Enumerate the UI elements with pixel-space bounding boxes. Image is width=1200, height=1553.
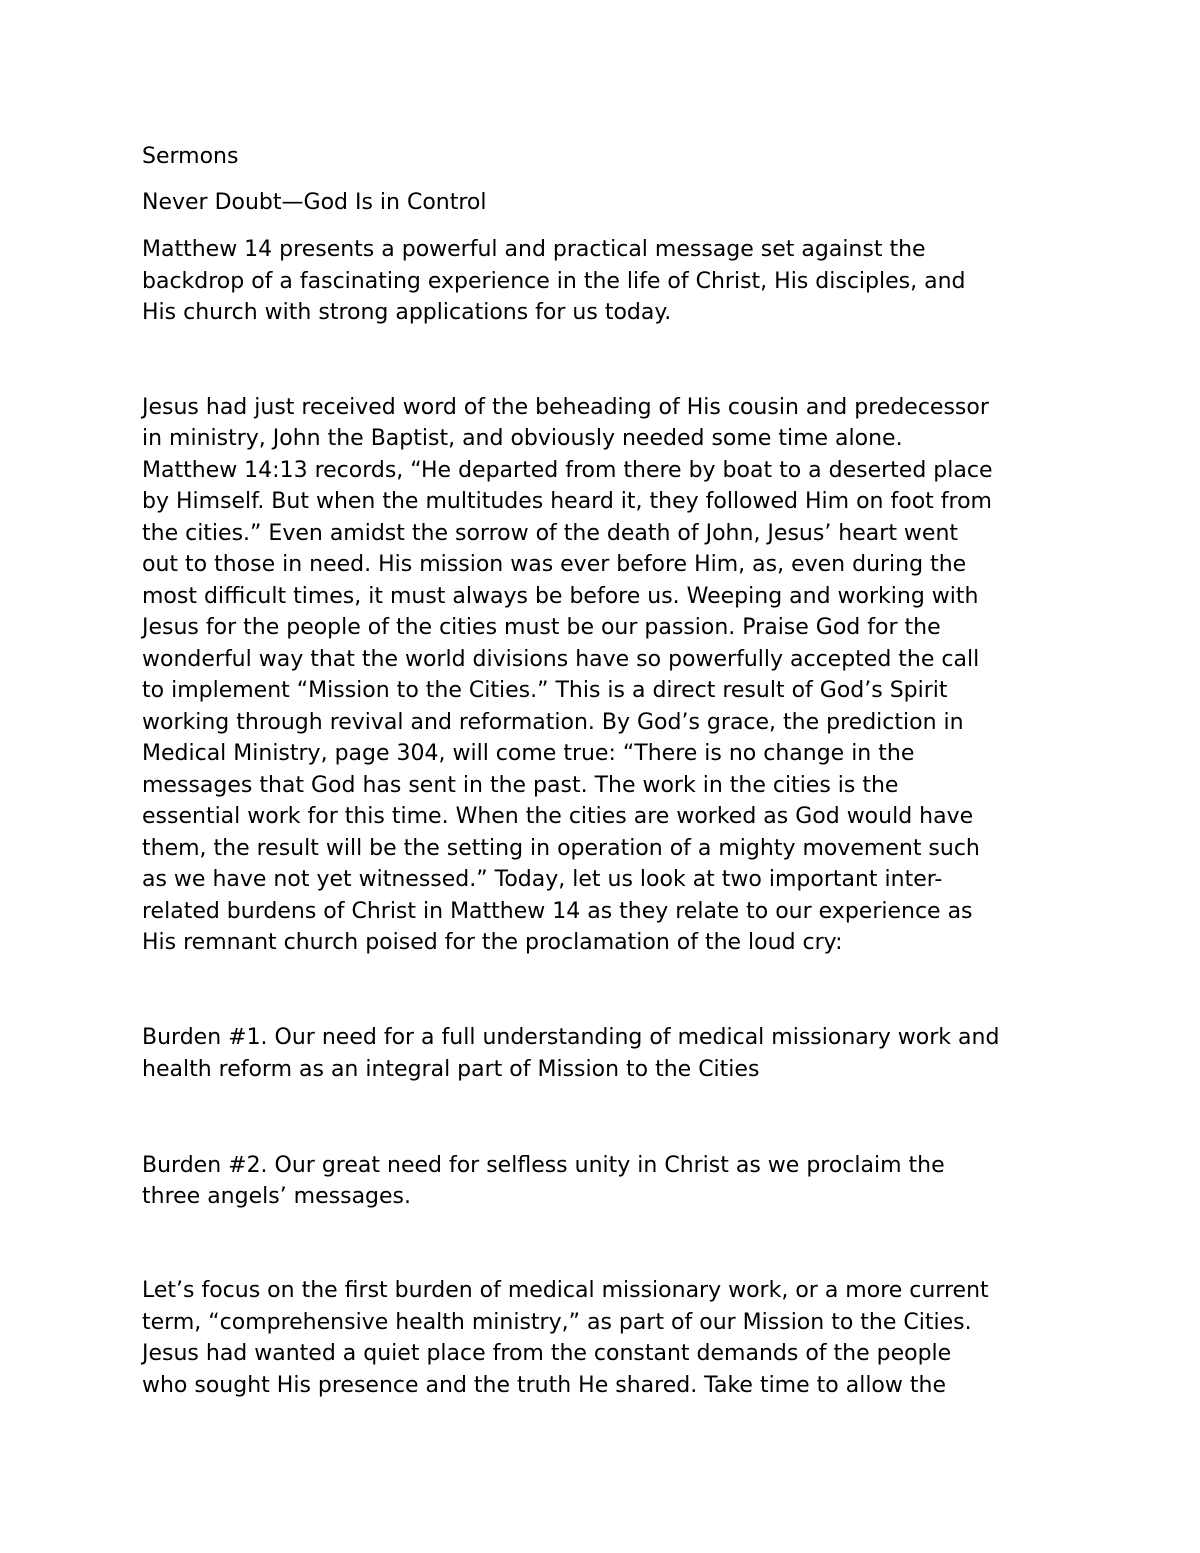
text-line: Burden #1. Our need for a full understanding of medical missionary work and — [142, 1025, 1000, 1050]
text-line: as we have not yet witnessed.” Today, let us look at two important inter- — [142, 867, 943, 892]
text-line: who sought His presence and the truth He shared. Take time to allow the — [142, 1373, 946, 1398]
section-label: Sermons — [142, 144, 239, 169]
text-line: Burden #2. Our great need for selfless unity in Christ as we proclaim the — [142, 1153, 945, 1178]
text-line: them, the result will be the setting in operation of a mighty movement such — [142, 836, 980, 861]
text-line: three angels’ messages. — [142, 1184, 412, 1209]
text-line: wonderful way that the world divisions have so powerfully accepted the call — [142, 647, 980, 672]
document-title: Never Doubt—God Is in Control — [142, 190, 487, 215]
text-line: Matthew 14:13 records, “He departed from there by boat to a deserted place — [142, 458, 993, 483]
text-line: messages that God has sent in the past. The work in the cities is the — [142, 773, 899, 798]
text-line: Jesus had wanted a quiet place from the constant demands of the people — [142, 1341, 952, 1366]
text-line: Medical Ministry, page 304, will come true: “There is no change in the — [142, 741, 915, 766]
text-line: related burdens of Christ in Matthew 14 as they relate to our experience as — [142, 899, 973, 924]
text-line: Jesus for the people of the cities must be our passion. Praise God for the — [142, 615, 941, 640]
text-line: His church with strong applications for us today. — [142, 300, 672, 325]
text-line: backdrop of a fascinating experience in the life of Christ, His disciples, and — [142, 269, 966, 294]
text-line: working through revival and reformation. By God’s grace, the prediction in — [142, 710, 964, 735]
text-line: His remnant church poised for the proclamation of the loud cry: — [142, 930, 843, 955]
text-line: the cities.” Even amidst the sorrow of the death of John, Jesus’ heart went — [142, 521, 959, 546]
text-line: Let’s focus on the first burden of medical missionary work, or a more current — [142, 1278, 989, 1303]
text-line: most difficult times, it must always be before us. Weeping and working with — [142, 584, 979, 609]
text-line: Matthew 14 presents a powerful and practical message set against the — [142, 237, 926, 262]
text-line: in ministry, John the Baptist, and obviously needed some time alone. — [142, 426, 903, 451]
text-line: out to those in need. His mission was ever before Him, as, even during the — [142, 552, 967, 577]
text-line: by Himself. But when the multitudes heard it, they followed Him on foot from — [142, 489, 992, 514]
text-line: health reform as an integral part of Mission to the Cities — [142, 1057, 760, 1082]
text-line: term, “comprehensive health ministry,” as part of our Mission to the Cities. — [142, 1310, 972, 1335]
text-line: essential work for this time. When the cities are worked as God would have — [142, 804, 974, 829]
text-line: Jesus had just received word of the beheading of His cousin and predecessor — [142, 395, 989, 420]
text-line: to implement “Mission to the Cities.” This is a direct result of God’s Spirit — [142, 678, 948, 703]
